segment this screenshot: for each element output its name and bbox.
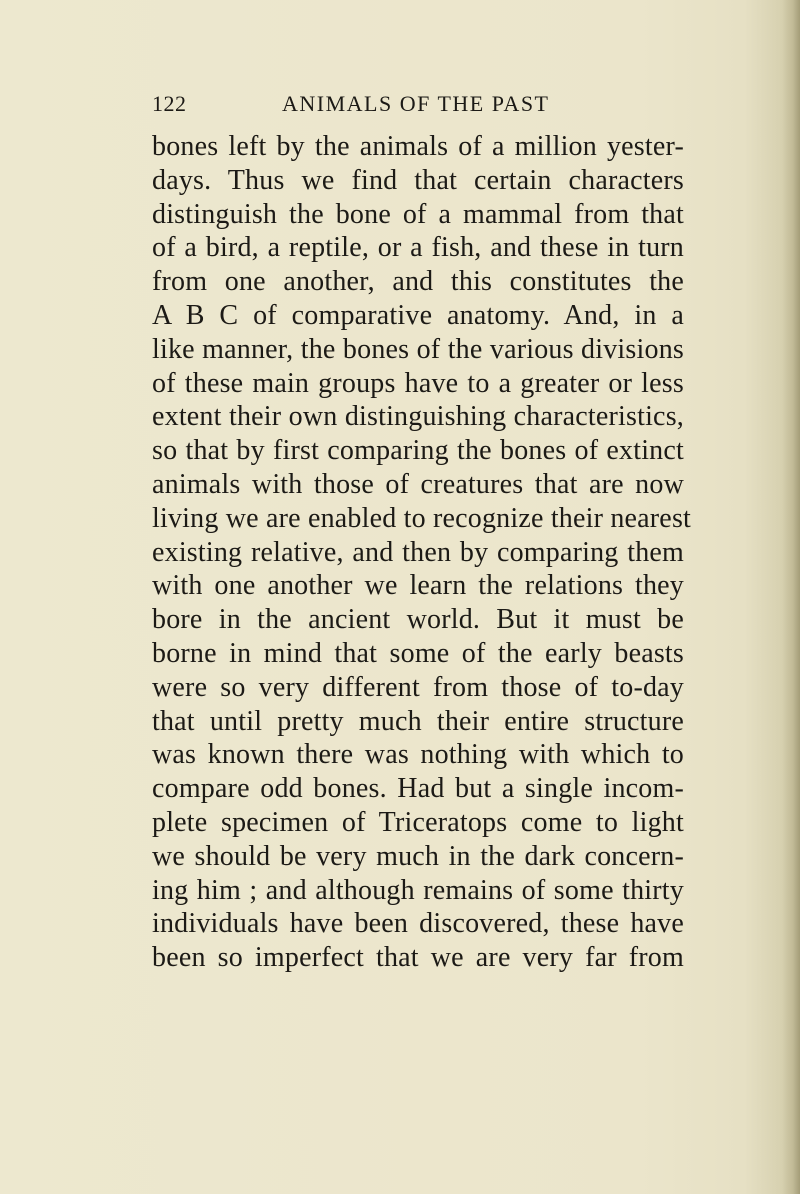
text-line: like manner, the bones of the various divisions: [152, 333, 684, 365]
body-text: [152, 130, 692, 975]
text-line: bones left by the animals of a million yester-: [152, 131, 684, 162]
text-line: were so very different from those of to-day: [152, 671, 684, 703]
text-line: distinguish the bone of a mammal from that: [152, 198, 684, 230]
text-line: extent their own distinguishing characteristics,: [152, 401, 684, 433]
page-edge-shadow: [782, 0, 800, 1194]
text-line: that until pretty much their entire structure: [152, 705, 684, 737]
text-line: individuals have been discovered, these have: [152, 908, 684, 940]
text-line: bore in the ancient world. But it must be: [152, 604, 684, 636]
text-line: animals with those of creatures that are now: [152, 468, 684, 500]
page-number: 122: [152, 91, 187, 116]
text-line: A B C of comparative anatomy. And, in a: [152, 299, 684, 331]
text-line: borne in mind that some of the early beasts: [152, 637, 684, 669]
text-line: from one another, and this constitutes the: [152, 266, 684, 298]
text-line: of these main groups have to a greater or less: [152, 367, 684, 399]
text-line: compare odd bones. Had but a single incom-: [152, 773, 684, 805]
running-head: [152, 91, 682, 121]
text-line: ing him ; and although remains of some thirty: [152, 874, 684, 906]
text-line: was known there was nothing with which to: [152, 739, 684, 771]
text-line: of a bird, a reptile, or a fish, and these in turn: [152, 232, 684, 264]
text-line: plete specimen of Triceratops come to light: [152, 806, 684, 838]
text-line: existing relative, and then by comparing them: [152, 536, 684, 568]
text-line: with one another we learn the relations they: [152, 570, 684, 602]
text-line: so that by first comparing the bones of extinct: [152, 435, 684, 467]
text-line: days. Thus we find that certain characters: [152, 164, 684, 196]
running-title: ANIMALS OF THE PAST: [282, 91, 550, 116]
text-line: living we are enabled to recognize their nearest: [152, 502, 692, 534]
text-line: we should be very much in the dark concern-: [152, 840, 684, 872]
text-line: been so imperfect that we are very far from: [152, 942, 684, 974]
